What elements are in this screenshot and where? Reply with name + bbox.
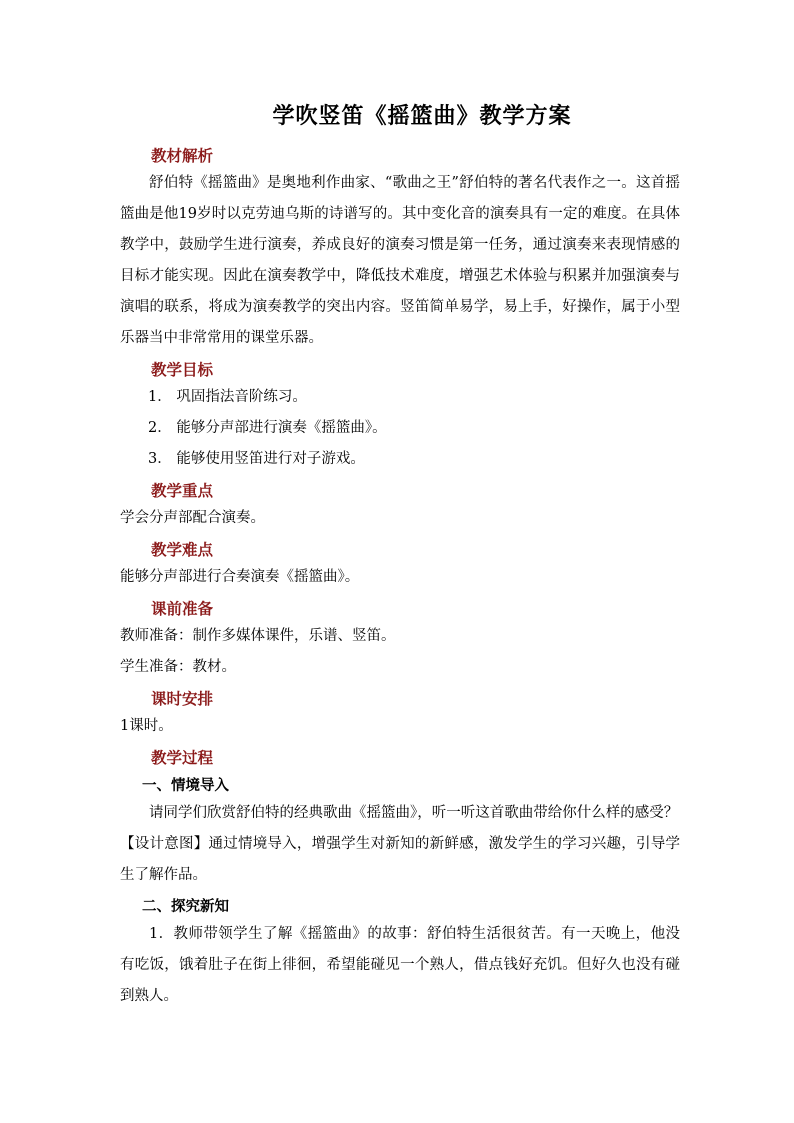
goal-item-1: 1． 巩固指法音阶练习。 — [148, 389, 307, 405]
heading-preparation: 课前准备 — [151, 599, 214, 618]
step2-paragraph: 1．教师带领学生了解《摇篮曲》的故事：舒伯特生活很贫苦。有一天晚上，他没有吃饭，饿着肚子在街上徘徊，希望能碰见一个熟人，借点钱好充饥。但好久也没有碰到熟人。 — [120, 926, 680, 1004]
step1-paragraph: 请同学们欣赏舒伯特的经典歌曲《摇篮曲》，听一听这首歌曲带给你什么样的感受？ — [149, 805, 679, 821]
heading-analysis: 教材解析 — [151, 146, 214, 165]
step1-design-intent: 【设计意图】通过情境导入，增强学生对新知的新鲜感，激发学生的学习兴趣，引导学生了解作品。 — [120, 836, 680, 883]
analysis-paragraph: 舒伯特《摇篮曲》是奥地利作曲家、“歌曲之王”舒伯特的著名代表作之一。这首摇篮曲是他19岁时以克劳迪乌斯的诗谱写的。其中变化音的演奏具有一定的难度。在具体教学中，鼓励学生进行演奏，养成良好的演奏习惯是第一任务，通过演奏来表现情感的目标才能实现。因此在演奏教学中，降低技术难度，增强艺术体验与积累并加强演奏与演唱的联系，将成为演奏教学的突出内容。竖笛简单易学，易上手，好操作，属于小型乐器当中非常常用的课堂乐器。 — [120, 175, 680, 346]
goal-item-2: 2． 能够分声部进行演奏《摇篮曲》。 — [148, 420, 387, 436]
document-body — [120, 144, 680, 1012]
document-title: 学吹竖笛《摇篮曲》教学方案 — [272, 104, 572, 129]
key-points-text: 学会分声部配合演奏。 — [120, 510, 265, 526]
heading-schedule: 课时安排 — [151, 689, 214, 708]
teacher-prep-text: 教师准备：制作多媒体课件，乐谱、竖笛。 — [120, 628, 396, 644]
heading-key-points: 教学重点 — [151, 481, 214, 500]
schedule-text: 1课时。 — [120, 718, 173, 734]
heading-difficulty: 教学难点 — [151, 540, 214, 559]
goal-item-3: 3． 能够使用竖笛进行对子游戏。 — [148, 451, 365, 467]
step1-heading: 一、情境导入 — [142, 777, 229, 794]
step2-heading: 二、探究新知 — [142, 898, 229, 915]
heading-goals: 教学目标 — [151, 360, 214, 379]
heading-process: 教学过程 — [151, 748, 214, 767]
difficulty-text: 能够分声部进行合奏演奏《摇篮曲》。 — [120, 569, 360, 585]
student-prep-text: 学生准备：教材。 — [120, 659, 236, 675]
